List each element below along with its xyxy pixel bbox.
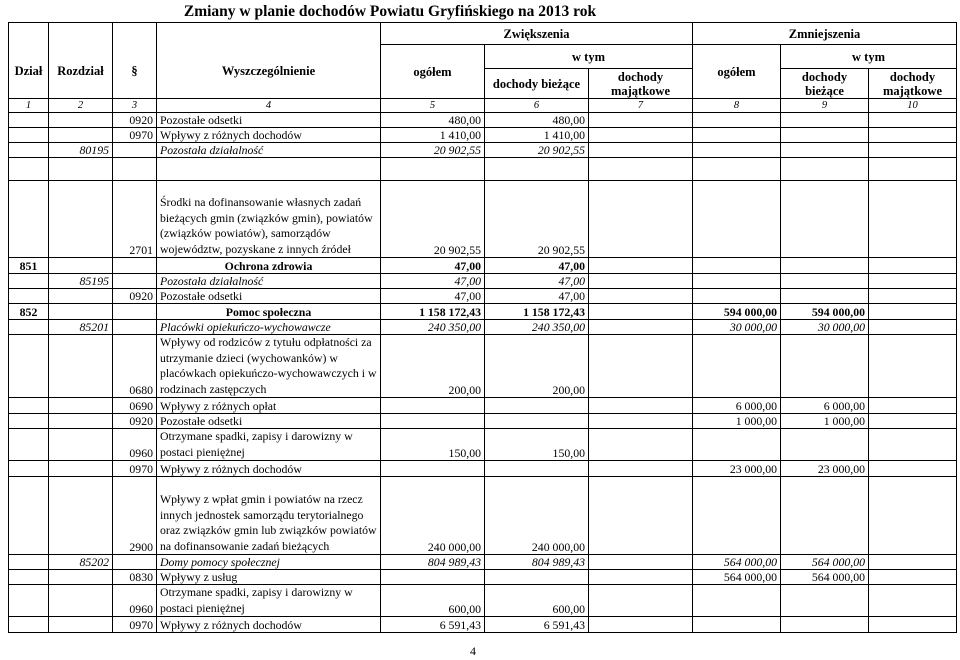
cell-decrease-total: 1 000,00 <box>693 414 781 429</box>
header-zw-biezace: dochody bieżące <box>485 69 589 99</box>
cell-increase-capital <box>589 143 693 158</box>
index-2: 2 <box>49 99 113 113</box>
cell-decrease-total <box>693 429 781 461</box>
table-row <box>9 461 957 477</box>
cell-division-code <box>9 398 49 414</box>
index-7: 7 <box>589 99 693 113</box>
cell-division-code <box>9 477 49 555</box>
cell-increase-capital <box>589 128 693 143</box>
cell-increase-current: 6 591,43 <box>485 617 589 633</box>
cell-chapter-code <box>49 429 113 461</box>
header-paragraf: § <box>113 45 157 99</box>
cell-decrease-current <box>781 258 869 274</box>
cell-paragraph-code: 0830 <box>113 570 157 585</box>
page-number: 4 <box>470 644 476 658</box>
header-zmniejszenia: Zmniejszenia <box>693 23 957 45</box>
header-wyszczegolnienie: Wyszczególnienie <box>157 45 381 99</box>
cell-description: Wpływy z różnych dochodów <box>157 461 381 477</box>
cell-description: Domy pomocy społecznej <box>157 555 381 570</box>
index-9: 9 <box>781 99 869 113</box>
cell-decrease-capital <box>869 113 957 128</box>
cell-increase-total: 200,00 <box>381 335 485 398</box>
table-row <box>9 585 957 617</box>
cell-decrease-current: 30 000,00 <box>781 320 869 335</box>
header-zm-biezace: dochody bieżące <box>781 69 869 99</box>
cell-chapter-code: 80195 <box>49 143 113 158</box>
cell-chapter-code: 85202 <box>49 555 113 570</box>
cell-division-code: 852 <box>9 304 49 320</box>
cell-increase-current <box>485 461 589 477</box>
cell-decrease-capital <box>869 555 957 570</box>
header-zwiekszenia: Zwiększenia <box>381 23 693 45</box>
cell-description: Wpływy z usług <box>157 570 381 585</box>
header-zw-majatkowe: dochody majątkowe <box>589 69 693 99</box>
cell-decrease-capital <box>869 181 957 258</box>
cell-increase-capital <box>589 158 693 181</box>
cell-paragraph-code <box>113 555 157 570</box>
cell-decrease-capital <box>869 477 957 555</box>
table-row <box>9 258 957 274</box>
cell-chapter-code: 85201 <box>49 320 113 335</box>
cell-decrease-total: 30 000,00 <box>693 320 781 335</box>
cell-division-code <box>9 113 49 128</box>
cell-description: Wpływy z wpłat gmin i powiatów na rzecz innych jednostek samorządu terytorialnego oraz związków gmin lub związków powiatów na dofinansowanie zadań bieżących <box>157 477 381 555</box>
table-row <box>9 143 957 158</box>
cell-paragraph-code: 2701 <box>113 181 157 258</box>
header-dzial-top <box>9 23 49 45</box>
table-spacer-row <box>9 158 957 181</box>
cell-increase-capital <box>589 585 693 617</box>
cell-decrease-capital <box>869 461 957 477</box>
cell-division-code <box>9 320 49 335</box>
cell-decrease-capital <box>869 274 957 289</box>
cell-paragraph-code: 0960 <box>113 429 157 461</box>
header-zw-ogolem: ogółem <box>381 45 485 99</box>
cell-decrease-total: 594 000,00 <box>693 304 781 320</box>
cell-increase-total <box>381 414 485 429</box>
cell-division-code <box>9 585 49 617</box>
cell-paragraph-code: 0680 <box>113 335 157 398</box>
cell-increase-current <box>485 158 589 181</box>
cell-chapter-code <box>49 461 113 477</box>
cell-chapter-code: 85195 <box>49 274 113 289</box>
cell-paragraph-code: 0920 <box>113 113 157 128</box>
cell-increase-capital <box>589 113 693 128</box>
cell-decrease-total <box>693 617 781 633</box>
cell-increase-total: 1 158 172,43 <box>381 304 485 320</box>
cell-decrease-current <box>781 274 869 289</box>
table-row <box>9 304 957 320</box>
cell-decrease-current <box>781 289 869 304</box>
cell-paragraph-code: 0920 <box>113 414 157 429</box>
cell-paragraph-code: 0690 <box>113 398 157 414</box>
table-row <box>9 398 957 414</box>
cell-paragraph-code: 0970 <box>113 461 157 477</box>
cell-decrease-total <box>693 477 781 555</box>
cell-decrease-current: 564 000,00 <box>781 570 869 585</box>
cell-increase-current: 20 902,55 <box>485 181 589 258</box>
header-paragraf-top <box>113 23 157 45</box>
cell-increase-capital <box>589 617 693 633</box>
cell-paragraph-code: 0970 <box>113 617 157 633</box>
cell-decrease-capital <box>869 158 957 181</box>
cell-increase-capital <box>589 461 693 477</box>
cell-increase-capital <box>589 570 693 585</box>
cell-description: Pozostałe odsetki <box>157 414 381 429</box>
cell-chapter-code <box>49 158 113 181</box>
cell-chapter-code <box>49 477 113 555</box>
cell-decrease-capital <box>869 320 957 335</box>
cell-chapter-code <box>49 181 113 258</box>
table-row <box>9 113 957 128</box>
cell-paragraph-code <box>113 143 157 158</box>
index-5: 5 <box>381 99 485 113</box>
cell-division-code <box>9 181 49 258</box>
cell-increase-total: 47,00 <box>381 289 485 304</box>
cell-description: Ochrona zdrowia <box>157 258 381 274</box>
cell-increase-current: 240 000,00 <box>485 477 589 555</box>
cell-division-code <box>9 429 49 461</box>
cell-increase-current: 200,00 <box>485 335 589 398</box>
cell-increase-current: 480,00 <box>485 113 589 128</box>
cell-increase-current: 1 158 172,43 <box>485 304 589 320</box>
cell-decrease-capital <box>869 617 957 633</box>
cell-chapter-code <box>49 414 113 429</box>
cell-paragraph-code: 0920 <box>113 289 157 304</box>
income-changes-table <box>8 22 957 633</box>
table-row <box>9 289 957 304</box>
cell-decrease-total: 564 000,00 <box>693 570 781 585</box>
cell-increase-total <box>381 570 485 585</box>
table-row <box>9 570 957 585</box>
cell-decrease-capital <box>869 570 957 585</box>
cell-chapter-code <box>49 304 113 320</box>
header-zm-majatkowe: dochody majątkowe <box>869 69 957 99</box>
cell-decrease-total: 6 000,00 <box>693 398 781 414</box>
table-row <box>9 477 957 555</box>
cell-increase-capital <box>589 555 693 570</box>
cell-increase-current: 600,00 <box>485 585 589 617</box>
cell-division-code <box>9 289 49 304</box>
cell-increase-capital <box>589 414 693 429</box>
cell-increase-current <box>485 570 589 585</box>
cell-division-code <box>9 617 49 633</box>
header-rozdzial-top <box>49 23 113 45</box>
table-row <box>9 274 957 289</box>
cell-decrease-capital <box>869 335 957 398</box>
cell-increase-current <box>485 414 589 429</box>
cell-increase-capital <box>589 320 693 335</box>
cell-decrease-total <box>693 181 781 258</box>
cell-description: Wpływy z różnych dochodów <box>157 128 381 143</box>
cell-chapter-code <box>49 289 113 304</box>
cell-increase-current: 20 902,55 <box>485 143 589 158</box>
cell-increase-total: 47,00 <box>381 258 485 274</box>
cell-chapter-code <box>49 258 113 274</box>
table-row <box>9 617 957 633</box>
cell-division-code <box>9 128 49 143</box>
header-wyszczegolnienie-top <box>157 23 381 45</box>
cell-increase-total: 240 350,00 <box>381 320 485 335</box>
table-row <box>9 429 957 461</box>
cell-decrease-current <box>781 158 869 181</box>
cell-decrease-total <box>693 128 781 143</box>
table-row <box>9 181 957 258</box>
cell-increase-total: 240 000,00 <box>381 477 485 555</box>
cell-chapter-code <box>49 585 113 617</box>
header-zm-w-tym: w tym <box>781 45 957 69</box>
cell-description: Pozostałe odsetki <box>157 113 381 128</box>
cell-division-code <box>9 335 49 398</box>
cell-decrease-capital <box>869 414 957 429</box>
cell-description: Pozostała działalność <box>157 274 381 289</box>
cell-decrease-total <box>693 335 781 398</box>
cell-decrease-capital <box>869 304 957 320</box>
cell-decrease-total <box>693 258 781 274</box>
cell-division-code <box>9 143 49 158</box>
header-zm-ogolem: ogółem <box>693 45 781 99</box>
cell-decrease-capital <box>869 585 957 617</box>
cell-decrease-capital <box>869 143 957 158</box>
header-dzial: Dział <box>9 45 49 99</box>
cell-description: Wpływy z różnych dochodów <box>157 617 381 633</box>
cell-increase-current: 1 410,00 <box>485 128 589 143</box>
cell-increase-total: 20 902,55 <box>381 181 485 258</box>
cell-decrease-capital <box>869 429 957 461</box>
cell-description: Pozostałe odsetki <box>157 289 381 304</box>
cell-decrease-current <box>781 477 869 555</box>
cell-increase-total: 480,00 <box>381 113 485 128</box>
cell-decrease-total: 564 000,00 <box>693 555 781 570</box>
cell-increase-total: 804 989,43 <box>381 555 485 570</box>
cell-description: Pomoc społeczna <box>157 304 381 320</box>
cell-description: Otrzymane spadki, zapisy i darowizny w postaci pieniężnej <box>157 429 381 461</box>
cell-paragraph-code: 2900 <box>113 477 157 555</box>
cell-paragraph-code <box>113 274 157 289</box>
cell-increase-total: 20 902,55 <box>381 143 485 158</box>
cell-increase-capital <box>589 429 693 461</box>
cell-division-code <box>9 570 49 585</box>
cell-decrease-current: 6 000,00 <box>781 398 869 414</box>
cell-division-code <box>9 274 49 289</box>
cell-decrease-capital <box>869 398 957 414</box>
cell-increase-capital <box>589 304 693 320</box>
cell-increase-capital <box>589 289 693 304</box>
cell-paragraph-code: 0960 <box>113 585 157 617</box>
cell-decrease-total: 23 000,00 <box>693 461 781 477</box>
cell-decrease-total <box>693 143 781 158</box>
cell-decrease-current <box>781 585 869 617</box>
cell-chapter-code <box>49 617 113 633</box>
cell-division-code <box>9 461 49 477</box>
cell-decrease-current <box>781 181 869 258</box>
cell-division-code <box>9 158 49 181</box>
cell-increase-total: 6 591,43 <box>381 617 485 633</box>
cell-paragraph-code <box>113 304 157 320</box>
cell-decrease-total <box>693 113 781 128</box>
cell-paragraph-code: 0970 <box>113 128 157 143</box>
cell-increase-capital <box>589 398 693 414</box>
index-3: 3 <box>113 99 157 113</box>
index-8: 8 <box>693 99 781 113</box>
cell-decrease-current: 594 000,00 <box>781 304 869 320</box>
cell-increase-total: 600,00 <box>381 585 485 617</box>
cell-description: Pozostała działalność <box>157 143 381 158</box>
cell-increase-capital <box>589 335 693 398</box>
cell-description: Środki na dofinansowanie własnych zadań bieżących gmin (związków gmin), powiatów (związków powiatów), samorządów województw, pozyskane z innych źródeł <box>157 181 381 258</box>
cell-paragraph-code <box>113 258 157 274</box>
cell-increase-capital <box>589 477 693 555</box>
index-1: 1 <box>9 99 49 113</box>
cell-decrease-current <box>781 143 869 158</box>
cell-paragraph-code <box>113 158 157 181</box>
cell-decrease-current <box>781 429 869 461</box>
cell-increase-current: 804 989,43 <box>485 555 589 570</box>
cell-decrease-current: 1 000,00 <box>781 414 869 429</box>
cell-decrease-total <box>693 289 781 304</box>
cell-decrease-current <box>781 617 869 633</box>
cell-chapter-code <box>49 335 113 398</box>
cell-paragraph-code <box>113 320 157 335</box>
cell-decrease-current: 23 000,00 <box>781 461 869 477</box>
page-title: Zmiany w planie dochodów Powiatu Gryfińskiego na 2013 rok <box>183 3 597 20</box>
table-row <box>9 335 957 398</box>
index-10: 10 <box>869 99 957 113</box>
cell-increase-capital <box>589 181 693 258</box>
cell-decrease-total <box>693 274 781 289</box>
header-zw-w-tym: w tym <box>485 45 693 69</box>
cell-increase-capital <box>589 258 693 274</box>
cell-description: Otrzymane spadki, zapisy i darowizny w postaci pieniężnej <box>157 585 381 617</box>
cell-decrease-total <box>693 585 781 617</box>
cell-increase-capital <box>589 274 693 289</box>
cell-decrease-current <box>781 113 869 128</box>
cell-decrease-current <box>781 335 869 398</box>
cell-chapter-code <box>49 113 113 128</box>
table-row <box>9 555 957 570</box>
cell-decrease-total <box>693 158 781 181</box>
cell-decrease-capital <box>869 289 957 304</box>
cell-decrease-capital <box>869 258 957 274</box>
cell-increase-total <box>381 398 485 414</box>
cell-description: Wpływy z różnych opłat <box>157 398 381 414</box>
cell-decrease-current <box>781 128 869 143</box>
cell-division-code <box>9 555 49 570</box>
table-row <box>9 414 957 429</box>
cell-increase-total <box>381 461 485 477</box>
cell-increase-total: 150,00 <box>381 429 485 461</box>
cell-increase-current <box>485 398 589 414</box>
index-6: 6 <box>485 99 589 113</box>
cell-increase-current: 150,00 <box>485 429 589 461</box>
cell-increase-total <box>381 158 485 181</box>
header-rozdzial: Rozdział <box>49 45 113 99</box>
cell-decrease-capital <box>869 128 957 143</box>
cell-increase-current: 47,00 <box>485 289 589 304</box>
cell-chapter-code <box>49 128 113 143</box>
table-row <box>9 320 957 335</box>
cell-chapter-code <box>49 570 113 585</box>
cell-increase-total: 1 410,00 <box>381 128 485 143</box>
cell-description: Placówki opiekuńczo-wychowawcze <box>157 320 381 335</box>
cell-increase-current: 47,00 <box>485 274 589 289</box>
cell-description <box>157 158 381 181</box>
cell-description: Wpływy od rodziców z tytułu odpłatności za utrzymanie dzieci (wychowanków) w placówkach opiekuńczo-wychowawczych i w rodzinach zastępczych <box>157 335 381 398</box>
cell-increase-total: 47,00 <box>381 274 485 289</box>
cell-increase-current: 240 350,00 <box>485 320 589 335</box>
table-row <box>9 128 957 143</box>
cell-division-code <box>9 414 49 429</box>
cell-decrease-current: 564 000,00 <box>781 555 869 570</box>
cell-increase-current: 47,00 <box>485 258 589 274</box>
index-4: 4 <box>157 99 381 113</box>
cell-division-code: 851 <box>9 258 49 274</box>
cell-chapter-code <box>49 398 113 414</box>
